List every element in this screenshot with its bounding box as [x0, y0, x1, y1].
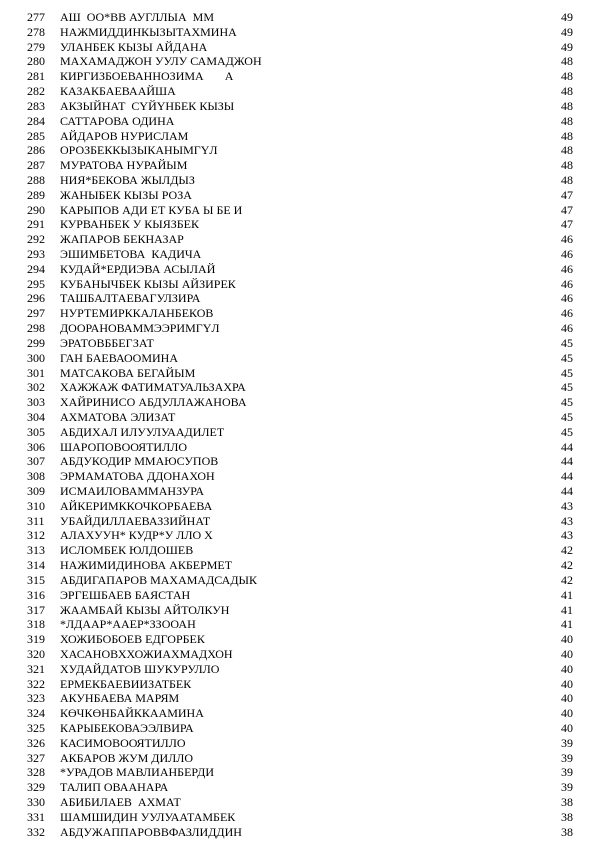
- score-value: 45: [561, 409, 573, 424]
- list-item: [0, 514, 591, 529]
- score-value: 46: [561, 232, 573, 247]
- score-value: 41: [561, 602, 573, 617]
- list-item: [0, 232, 591, 247]
- score-value: 40: [561, 706, 573, 721]
- student-name: КУРВАНБЕК У КЫЯЗБЕК: [60, 217, 199, 232]
- student-name: АХМАТОВА ЭЛИЗАТ: [60, 409, 176, 424]
- row-number: 283: [27, 98, 45, 113]
- list-item: [0, 84, 591, 99]
- student-name: НАЖИМИДИНОВА АКБЕРМЕТ: [60, 558, 233, 573]
- row-number: 285: [27, 128, 45, 143]
- row-number: 324: [27, 706, 45, 721]
- list-item: [0, 336, 591, 351]
- score-value: 45: [561, 350, 573, 365]
- student-name: АБДУКОДИР ММАЮСУПОВ: [60, 454, 219, 469]
- student-name: НУРТЕМИРККАЛАНБЕКОВ: [60, 306, 214, 321]
- row-number: 288: [27, 172, 45, 187]
- list-item: [0, 203, 591, 218]
- score-value: 46: [561, 247, 573, 261]
- score-value: 48: [561, 158, 573, 173]
- row-number: 327: [27, 750, 45, 765]
- list-item: [0, 825, 591, 840]
- list-item: [0, 662, 591, 677]
- student-name: КӨЧКӨНБАЙККААМИНА: [60, 706, 204, 721]
- list-item: [0, 558, 591, 573]
- score-value: 39: [561, 750, 573, 765]
- list-item: [0, 573, 591, 588]
- list-item: [0, 291, 591, 306]
- row-number: 316: [27, 587, 45, 602]
- list-item: [0, 158, 591, 173]
- score-value: 42: [561, 572, 573, 587]
- score-value: 43: [561, 528, 573, 543]
- list-item: [0, 114, 591, 129]
- student-name: ЕРМЕКБАЕВИИЗАТБЕК: [60, 676, 192, 691]
- row-number: 308: [27, 469, 45, 484]
- student-name: КАЗАКБАЕВААЙША: [60, 84, 176, 99]
- list-item: [0, 99, 591, 114]
- row-number: 293: [27, 247, 45, 261]
- score-value: 45: [561, 424, 573, 439]
- list-item: [0, 691, 591, 706]
- score-value: 41: [561, 617, 573, 632]
- row-number: 287: [27, 158, 45, 173]
- row-number: 312: [27, 528, 45, 543]
- row-number: 323: [27, 691, 45, 706]
- list-item: [0, 425, 591, 440]
- list-item: [0, 617, 591, 632]
- score-value: 43: [561, 498, 573, 513]
- row-number: 314: [27, 558, 45, 573]
- list-item: [0, 321, 591, 336]
- student-name: АЙКЕРИМККОЧКОРБАЕВА: [60, 498, 213, 513]
- row-number: 280: [27, 54, 45, 69]
- student-name: САТТАРОВА ОДИНА: [60, 113, 175, 128]
- row-number: 305: [27, 424, 45, 439]
- row-number: 326: [27, 735, 45, 750]
- student-name: АЙДАРОВ НУРИСЛАМ: [60, 128, 189, 143]
- student-name: ШАМШИДИН УУЛУААТАМБЕК: [60, 809, 236, 824]
- student-name: ХОЖИБОБОЕВ ЕДГОРБЕК: [60, 632, 205, 647]
- row-number: 277: [27, 10, 45, 24]
- student-name: *УРАДОВ МАВЛИАНБЕРДИ: [60, 765, 215, 780]
- score-value: 46: [561, 261, 573, 276]
- student-name: ТАШБАЛТАЕВАГУЛЗИРА: [60, 291, 201, 306]
- student-name: КАРЫБЕКОВАЭЭЛВИРА: [60, 721, 194, 735]
- row-number: 281: [27, 69, 45, 84]
- row-number: 298: [27, 321, 45, 336]
- list-item: [0, 351, 591, 366]
- student-name: АКБАРОВ ЖУМ ДИЛЛО: [60, 750, 194, 765]
- student-name: НАЖМИДДИНКЫЗЫТАХМИНА: [60, 24, 237, 39]
- list-item: [0, 217, 591, 232]
- row-number: 310: [27, 498, 45, 513]
- row-number: 325: [27, 721, 45, 735]
- score-value: 40: [561, 691, 573, 706]
- score-value: 44: [561, 484, 573, 498]
- list-item: [0, 810, 591, 825]
- row-number: 322: [27, 676, 45, 691]
- score-value: 38: [561, 795, 573, 810]
- row-number: 289: [27, 187, 45, 202]
- list-item: [0, 380, 591, 395]
- score-value: 48: [561, 54, 573, 69]
- student-name: ШАРОПОВООЯТИЛЛО: [60, 439, 188, 454]
- row-number: 295: [27, 276, 45, 291]
- student-name: АБДУЖАППАРОВВФАЗЛИДДИН: [60, 824, 242, 839]
- list-item: [0, 632, 591, 647]
- score-value: 48: [561, 143, 573, 158]
- list-item: [0, 366, 591, 381]
- score-value: 39: [561, 780, 573, 795]
- row-number: 313: [27, 543, 45, 558]
- row-number: 328: [27, 765, 45, 780]
- row-number: 294: [27, 261, 45, 276]
- row-number: 297: [27, 306, 45, 321]
- score-value: 46: [561, 276, 573, 291]
- row-number: 332: [27, 824, 45, 839]
- student-name: ЭРМАМАТОВА ДДОНАХОН: [60, 469, 215, 484]
- student-name: ХАСАНОВХХОЖИАХМАДХОН: [60, 646, 233, 661]
- list-item: [0, 277, 591, 292]
- list-item: [0, 647, 591, 662]
- row-number: 282: [27, 84, 45, 99]
- score-value: 48: [561, 69, 573, 84]
- row-number: 301: [27, 365, 45, 380]
- student-name: УБАЙДИЛЛАЕВАЗЗИЙНАТ: [60, 513, 211, 528]
- list-item: [0, 143, 591, 158]
- student-name: ЖАПАРОВ БЕКНАЗАР: [60, 232, 184, 247]
- score-value: 40: [561, 646, 573, 661]
- score-value: 42: [561, 558, 573, 573]
- student-name: МУРАТОВА НУРАЙЫМ: [60, 158, 188, 173]
- score-value: 40: [561, 676, 573, 691]
- row-number: 284: [27, 113, 45, 128]
- row-number: 329: [27, 780, 45, 795]
- row-number: 306: [27, 439, 45, 454]
- list-item: [0, 69, 591, 84]
- student-name: ОРОЗБЕККЫЗЫКАНЫМГҮЛ: [60, 143, 218, 158]
- score-value: 41: [561, 587, 573, 602]
- list-item: [0, 588, 591, 603]
- list-item: [0, 440, 591, 455]
- student-name: ИСЛОМБЕК ЮЛДОШЕВ: [60, 543, 194, 558]
- list-item: [0, 40, 591, 55]
- score-value: 48: [561, 84, 573, 99]
- score-value: 48: [561, 128, 573, 143]
- row-number: 290: [27, 202, 45, 217]
- row-number: 315: [27, 572, 45, 587]
- list-item: [0, 454, 591, 469]
- list-item: [0, 528, 591, 543]
- row-number: 279: [27, 39, 45, 54]
- row-number: 319: [27, 632, 45, 647]
- student-name: КАСИМОВООЯТИЛЛО: [60, 735, 186, 750]
- student-name: КАРЫПОВ АДИ ЕТ КУБА Ы БЕ И: [60, 202, 243, 217]
- row-number: 320: [27, 646, 45, 661]
- list-item: [0, 54, 591, 69]
- list-item: [0, 677, 591, 692]
- row-number: 302: [27, 380, 45, 395]
- list-item: [0, 129, 591, 144]
- student-name: ЭШИМБЕТОВА КАДИЧА: [60, 247, 202, 261]
- row-number: 317: [27, 602, 45, 617]
- score-value: 47: [561, 187, 573, 202]
- student-name: АБИБИЛАЕВ АХМАТ: [60, 795, 181, 810]
- score-value: 39: [561, 735, 573, 750]
- list-item: [0, 173, 591, 188]
- list-item: [0, 395, 591, 410]
- row-number: 321: [27, 661, 45, 676]
- score-value: 49: [561, 10, 573, 24]
- score-value: 46: [561, 306, 573, 321]
- score-value: 45: [561, 365, 573, 380]
- student-name: ХАЖЖАЖ ФАТИМАТУАЛЬЗАХРА: [60, 380, 246, 395]
- list-item: [0, 410, 591, 425]
- score-value: 49: [561, 24, 573, 39]
- score-value: 44: [561, 439, 573, 454]
- score-value: 38: [561, 824, 573, 839]
- list-item: [0, 10, 591, 25]
- student-name: ХУДАЙДАТОВ ШУКУРУЛЛО: [60, 661, 220, 676]
- list-item: [0, 247, 591, 262]
- student-name: АКУНБАЕВА МАРЯМ: [60, 691, 180, 706]
- row-number: 291: [27, 217, 45, 232]
- student-name: КУДАЙ*ЕРДИЭВА АСЫЛАЙ: [60, 261, 216, 276]
- list-item: [0, 603, 591, 618]
- row-number: 318: [27, 617, 45, 632]
- score-value: 42: [561, 543, 573, 558]
- row-number: 300: [27, 350, 45, 365]
- score-value: 44: [561, 454, 573, 469]
- score-value: 43: [561, 513, 573, 528]
- row-number: 330: [27, 795, 45, 810]
- student-name: ДООРАНОВАММЭЭРИМГҮЛ: [60, 321, 220, 336]
- row-number: 292: [27, 232, 45, 247]
- student-name: ЖАНЫБЕК КЫЗЫ РОЗА: [60, 187, 192, 202]
- student-name: ТАЛИП ОВААНАРА: [60, 780, 169, 795]
- list-item: [0, 499, 591, 514]
- score-value: 48: [561, 172, 573, 187]
- list-item: [0, 262, 591, 277]
- score-value: 45: [561, 335, 573, 350]
- student-name: ХАЙРИНИСО АБДУЛЛАЖАНОВА: [60, 395, 247, 410]
- list-item: [0, 780, 591, 795]
- list-item: [0, 469, 591, 484]
- row-number: 304: [27, 409, 45, 424]
- ranking-list: [0, 10, 591, 840]
- row-number: 311: [27, 513, 45, 528]
- row-number: 331: [27, 809, 45, 824]
- score-value: 45: [561, 380, 573, 395]
- score-value: 38: [561, 809, 573, 824]
- score-value: 44: [561, 469, 573, 484]
- student-name: АБДИГАПАРОВ МАХАМАДСАДЫК: [60, 572, 257, 587]
- list-item: [0, 765, 591, 780]
- student-name: АШ ОО*ВВ АУГЛЛЫА ММ: [60, 10, 215, 24]
- score-value: 48: [561, 113, 573, 128]
- score-value: 48: [561, 98, 573, 113]
- list-item: [0, 543, 591, 558]
- student-name: МАХАМАДЖОН УУЛУ САМАДЖОН: [60, 54, 262, 69]
- student-name: ГАН БАЕВАООМИНА: [60, 350, 179, 365]
- score-value: 49: [561, 39, 573, 54]
- score-value: 46: [561, 321, 573, 336]
- score-value: 47: [561, 202, 573, 217]
- list-item: [0, 25, 591, 40]
- score-value: 40: [561, 661, 573, 676]
- student-name: ИСМАИЛОВАММАНЗУРА: [60, 484, 205, 498]
- row-number: 278: [27, 24, 45, 39]
- student-name: *ЛДААР*ААЕР*ЗЗООАН: [60, 617, 196, 632]
- row-number: 307: [27, 454, 45, 469]
- list-item: [0, 706, 591, 721]
- list-item: [0, 721, 591, 736]
- list-item: [0, 736, 591, 751]
- student-name: ЭРАТОВББЕГЗАТ: [60, 335, 154, 350]
- student-name: УЛАНБЕК КЫЗЫ АЙДАНА: [60, 39, 208, 54]
- student-name: ЭРГЕШБАЕВ БАЯСТАН: [60, 587, 191, 602]
- list-item: [0, 306, 591, 321]
- row-number: 303: [27, 395, 45, 410]
- row-number: 309: [27, 484, 45, 498]
- score-value: 46: [561, 291, 573, 306]
- student-name: КИРГИЗБОЕВАННОЗИМА А: [60, 69, 234, 84]
- student-name: МАТСАКОВА БЕГАЙЫМ: [60, 365, 196, 380]
- student-name: АЛАХУУН* КУДР*У ЛЛО Х: [60, 528, 213, 543]
- row-number: 286: [27, 143, 45, 158]
- row-number: 296: [27, 291, 45, 306]
- row-number: 299: [27, 335, 45, 350]
- score-value: 39: [561, 765, 573, 780]
- student-name: АБДИХАЛ ИЛУУЛУААДИЛЕТ: [60, 424, 225, 439]
- score-value: 47: [561, 217, 573, 232]
- score-value: 40: [561, 721, 573, 735]
- student-name: КУБАНЫЧБЕК КЫЗЫ АЙЗИРЕК: [60, 276, 236, 291]
- list-item: [0, 751, 591, 766]
- student-name: АКЗЫЙНАТ СҮЙҮНБЕК КЫЗЫ: [60, 98, 235, 113]
- score-value: 45: [561, 395, 573, 410]
- student-name: ЖААМБАЙ КЫЗЫ АЙТОЛКУН: [60, 602, 230, 617]
- list-item: [0, 484, 591, 499]
- student-name: НИЯ*БЕКОВА ЖЫЛДЫЗ: [60, 172, 195, 187]
- list-item: [0, 188, 591, 203]
- score-value: 40: [561, 632, 573, 647]
- list-item: [0, 795, 591, 810]
